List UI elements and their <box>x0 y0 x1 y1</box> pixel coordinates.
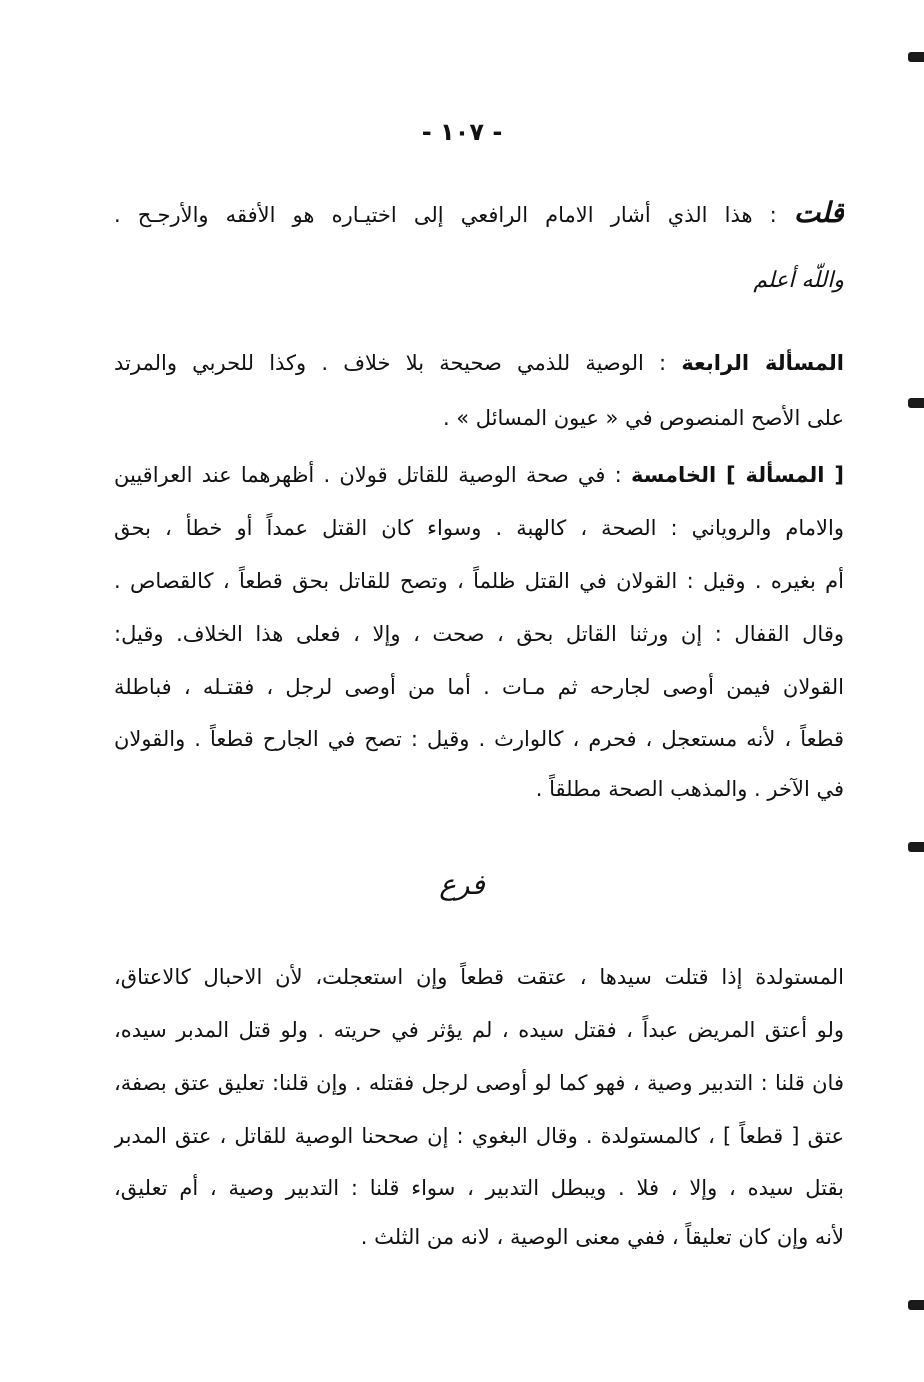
scan-edge-mark <box>908 398 924 408</box>
paragraph-lead: المسألة الرابعة <box>681 351 844 375</box>
scan-edge-mark <box>908 842 924 852</box>
text-line: أم بغيره . وقيل : القولان في القتل ظلماً ، وتصح للقاتل بحق قطعاً ، كالقصاص . <box>114 569 844 593</box>
section-title: فرع <box>439 868 485 901</box>
text-line: وقال القفال : إن ورثنا القاتل بحق ، صحت ، وإلا ، فعلى هذا الخلاف. وقيل: <box>114 622 844 646</box>
text-line <box>114 460 844 490</box>
text-span: : هذا الذي أشار الامام الرافعي إلى اختيـاره هو الأفقه والأرجـح . <box>114 203 794 227</box>
paragraph-lead: قلت <box>793 198 844 228</box>
text-line <box>114 348 844 378</box>
scan-edge-mark <box>908 1300 924 1310</box>
text-line: على الأصح المنصوص في « عيون المسائل » . <box>442 406 844 430</box>
text-span: : الوصية للذمي صحيحة بلا خلاف . وكذا للحربي والمرتد <box>114 351 682 375</box>
text-line: لأنه وإن كان تعليقاً ، ففي معنى الوصية ، لانه من الثلث . <box>360 1225 844 1249</box>
paragraph-lead: [ المسألة ] الخامسة <box>630 463 844 487</box>
scan-edge-mark <box>908 52 924 62</box>
text-line: والامام والروياني : الصحة ، كالهبة . وسواء كان القتل عمداً أو خطأ ، بحق <box>114 516 844 540</box>
text-line: القولان فيمن أوصى لجارحه ثم مـات . أما من أوصى لرجل ، فقتـله ، فباطلة <box>114 675 844 699</box>
text-line: المستولدة إذا قتلت سيدها ، عتقت قطعاً وإن استعجلت، لأن الاحبال كالاعتاق، <box>114 965 844 989</box>
text-line <box>114 198 844 228</box>
closing-formula: واللّه أعلم <box>753 268 844 293</box>
text-line: فان قلنا : التدبير وصية ، فهو كما لو أوصى لرجل فقتله . وإن قلنا: تعليق عتق بصفة، <box>114 1071 844 1095</box>
text-line: بقتل سيده ، وإلا ، فلا . ويبطل التدبير ، سواء قلنا : التدبير وصية ، أم تعليق، <box>114 1176 844 1200</box>
text-line: ولو أعتق المريض عبداً ، فقتل سيده ، لم يؤثر في حريته . ولو قتل المدبر سيده، <box>114 1018 844 1042</box>
text-line: عتق [ قطعاً ] ، كالمستولدة . وقال البغوي : إن صححنا الوصية للقاتل ، عتق المدبر <box>114 1124 844 1148</box>
page-number: - ١٠٧ - <box>421 118 503 146</box>
text-line: قطعاً ، لأنه مستعجل ، فحرم ، كالوارث . وقيل : تصح في الجارح قطعاً . والقولان <box>114 727 844 751</box>
text-span: : في صحة الوصية للقاتل قولان . أظهرهما عند العراقيين <box>114 463 631 487</box>
text-line: في الآخر . والمذهب الصحة مطلقاً . <box>535 777 844 801</box>
